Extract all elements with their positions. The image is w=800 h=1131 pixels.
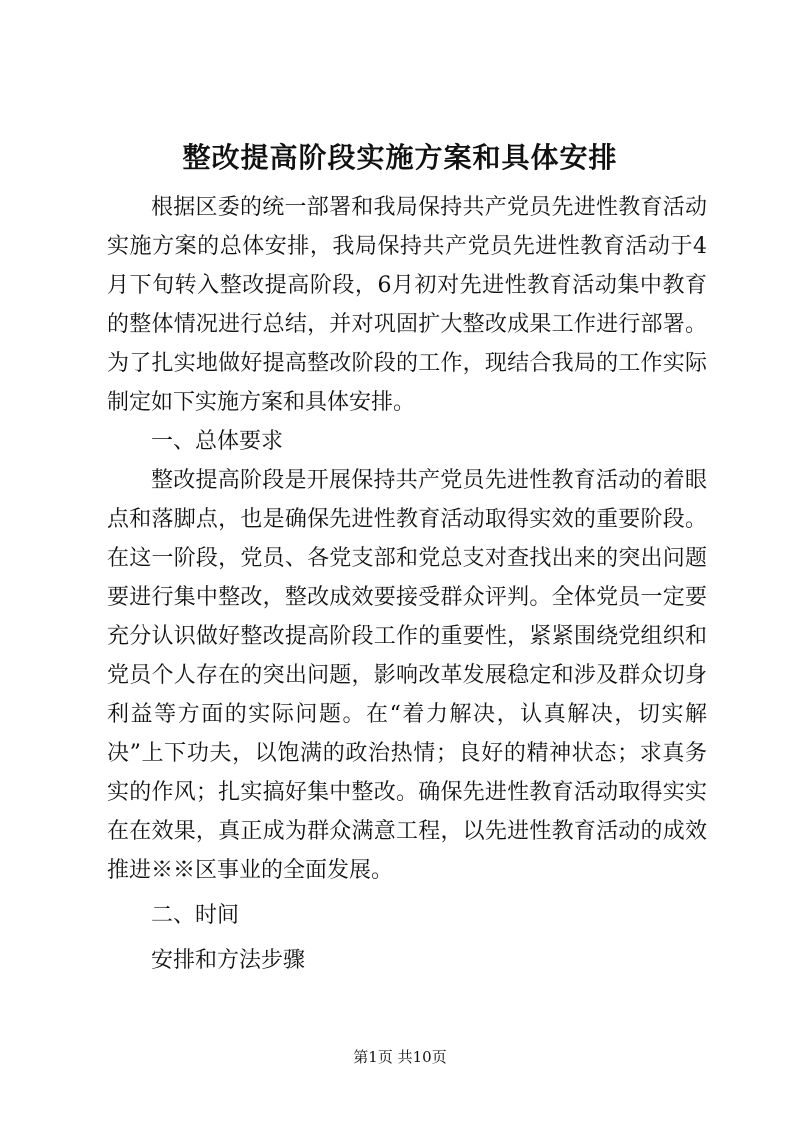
- paragraph-intro: 根据区委的统一部署和我局保持共产党员先进性教育活动实施方案的总体安排，我局保持共产党员先进性教育活动于4月下旬转入整改提高阶段，6月初对先进性教育活动集中教育的整体情况进行总结，并对巩固扩大整改成果工作进行部署。为了扎实地做好提高整改阶段的工作，现结合我局的工作实际制定如下实施方案和具体安排。: [107, 195, 707, 415]
- document-body: [107, 188, 707, 980]
- paragraph-general-requirements: 整改提高阶段是开展保持共产党员先进性教育活动的着眼点和落脚点，也是确保先进性教育活动取得实效的重要阶段。在这一阶段，党员、各党支部和党总支对查找出来的突出问题要进行集中整改，整改成效要接受群众评判。全体党员一定要充分认识做好整改提高阶段工作的重要性，紧紧围绕党组织和党员个人存在的突出问题，影响改革发展稳定和涉及群众切身利益等方面的实际问题。在“着力解决，认真解决，切实解决”上下功夫，以饱满的政治热情；良好的精神状态；求真务实的作风；扎实搞好集中整改。确保先进性教育活动取得实实在在效果，真正成为群众满意工程，以先进性教育活动的成效推进※※区事业的全面发展。: [107, 468, 707, 883]
- document-title: 整改提高阶段实施方案和具体安排: [182, 141, 618, 174]
- section-heading-general-requirements: 一、总体要求: [151, 429, 284, 454]
- section-heading-time: 二、时间: [151, 903, 240, 928]
- page-number-footer: 第1页 共10页: [353, 1048, 447, 1066]
- paragraph-arrangement: 安排和方法步骤: [151, 948, 306, 973]
